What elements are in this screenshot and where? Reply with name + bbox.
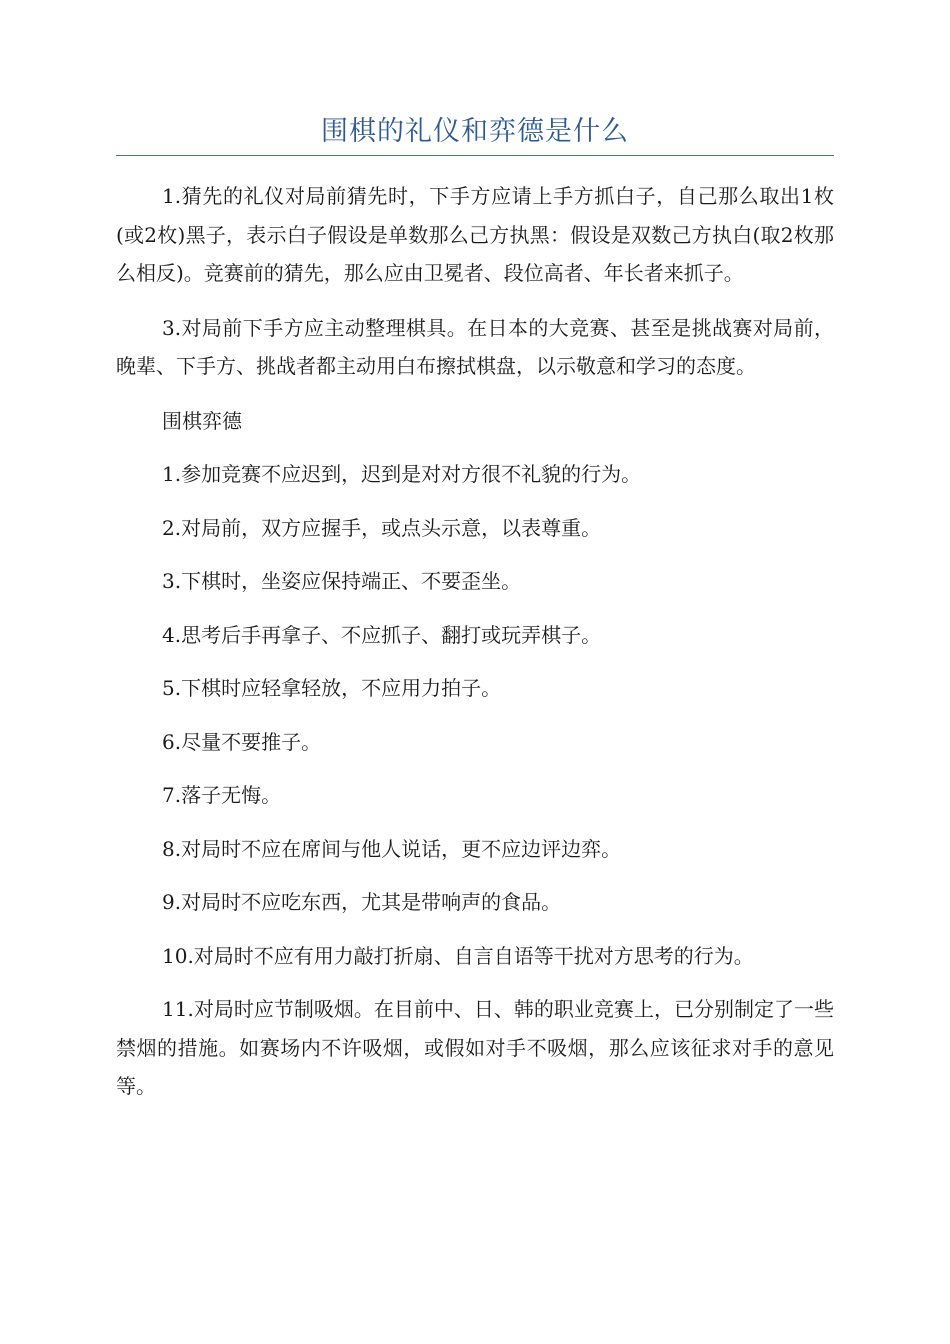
document-title: 围棋的礼仪和弈德是什么: [321, 116, 629, 147]
list-item: 6.尽量不要推子。: [162, 729, 322, 754]
document-body: [116, 177, 834, 1106]
list-item: 1.参加竞赛不应迟到，迟到是对对方很不礼貌的行为。: [162, 462, 642, 486]
list-item: 7.落子无悔。: [162, 783, 282, 807]
list-item: 4.思考后手再拿子、不应抓子、翻打或玩弄棋子。: [162, 622, 602, 647]
title-underline: [116, 155, 834, 156]
list-item: 11.对局时应节制吸烟。在目前中、日、韩的职业竞赛上，已分别制定了一些禁烟的措施。如赛场内不许吸烟，或假如对手不吸烟，那么应该征求对手的意见等。: [116, 997, 834, 1098]
list-item: 10.对局时不应有用力敲打折扇、自言自语等干扰对方思考的行为。: [162, 943, 754, 968]
list-item: 5.下棋时应轻拿轻放，不应用力拍子。: [162, 676, 502, 700]
paragraph-2: 3.对局前下手方应主动整理棋具。在日本的大竞赛、甚至是挑战赛对局前，晚辈、下手方、挑战者都主动用白布擦拭棋盘，以示敬意和学习的态度。: [116, 315, 834, 378]
section-heading: 围棋弈德: [162, 408, 242, 433]
list-item: 8.对局时不应在席间与他人说话，更不应边评边弈。: [162, 836, 622, 861]
list-item: 2.对局前，双方应握手，或点头示意，以表尊重。: [162, 515, 602, 540]
list-item: 3.下棋时，坐姿应保持端正、不要歪坐。: [162, 569, 522, 593]
paragraph-1: 1.猜先的礼仪对局前猜先时，下手方应请上手方抓白子，自己那么取出1枚(或2枚)黑子，表示白子假设是单数那么己方执黑：假设是双数己方执白(取2枚那么相反)。竞赛前的猜先，那么应由卫冕者、段位高者、年长者来抓子。: [116, 184, 834, 285]
list-item: 9.对局时不应吃东西，尤其是带响声的食品。: [162, 890, 562, 914]
